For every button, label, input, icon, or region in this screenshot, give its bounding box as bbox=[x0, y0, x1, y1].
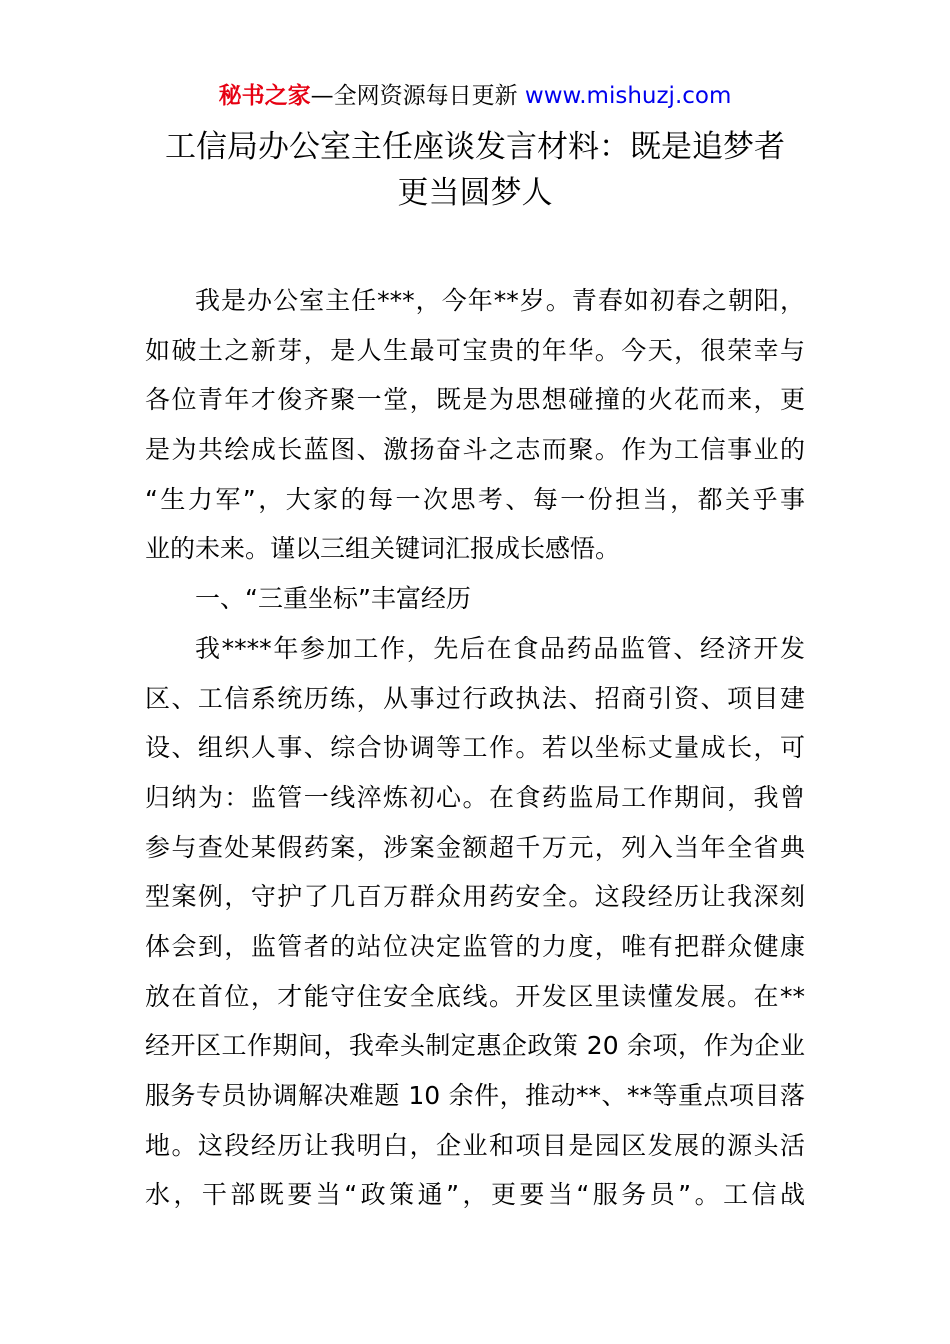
title-line-2: 更当圆梦人 bbox=[397, 175, 553, 211]
site-tagline: —全网资源每日更新 bbox=[310, 83, 525, 109]
text-line: 我****年参加工作，先后在食品药品监管、经济开发 bbox=[195, 633, 805, 663]
text-line: 服务专员协调解决难题 10 余件，推动**、**等重点项目落 bbox=[145, 1081, 805, 1110]
document-body bbox=[145, 276, 805, 1220]
text-line: 归纳为：监管一线淬炼初心。在食药监局工作期间，我曾 bbox=[145, 782, 805, 812]
site-url-link[interactable]: www.mishuzj.com bbox=[524, 83, 732, 109]
text-line: 经开区工作期间，我牵头制定惠企政策 20 余项，作为企业 bbox=[145, 1031, 805, 1061]
text-line: 我是办公室主任***，今年**岁。青春如初春之朝阳， bbox=[195, 286, 805, 315]
text-line: 型案例，守护了几百万群众用药安全。这段经历让我深刻 bbox=[145, 882, 805, 912]
text-line: 业的未来。谨以三组关键词汇报成长感悟。 bbox=[145, 534, 621, 564]
text-line: 体会到，监管者的站位决定监管的力度，唯有把群众健康 bbox=[145, 931, 805, 961]
text-line: 区、工信系统历练，从事过行政执法、招商引资、项目建 bbox=[145, 683, 805, 713]
section-heading: 一、“三重坐标”丰富经历 bbox=[195, 584, 471, 614]
text-line: “生力军”，大家的每一次思考、每一份担当，都关乎事 bbox=[145, 484, 805, 514]
text-line: 参与查处某假药案，涉案金额超千万元，列入当年全省典 bbox=[145, 832, 805, 862]
document-title bbox=[100, 124, 850, 216]
site-brand: 秘书之家 bbox=[218, 83, 311, 109]
text-line: 设、组织人事、综合协调等工作。若以坐标丈量成长，可 bbox=[145, 733, 805, 763]
text-line: 各位青年才俊齐聚一堂，既是为思想碰撞的火花而来，更 bbox=[145, 385, 805, 415]
site-header bbox=[0, 80, 950, 112]
text-line: 如破土之新芽，是人生最可宝贵的年华。今天，很荣幸与 bbox=[145, 335, 805, 365]
text-line: 是为共绘成长蓝图、激扬奋斗之志而聚。作为工信事业的 bbox=[145, 435, 805, 465]
text-line: 水，干部既要当“政策通”，更要当“服务员”。工信战 bbox=[145, 1180, 805, 1210]
text-line: 地。这段经历让我明白，企业和项目是园区发展的源头活 bbox=[145, 1130, 805, 1160]
title-line-1: 工信局办公室主任座谈发言材料：既是追梦者 bbox=[165, 129, 785, 165]
text-line: 放在首位，才能守住安全底线。开发区里读懂发展。在** bbox=[145, 981, 805, 1011]
